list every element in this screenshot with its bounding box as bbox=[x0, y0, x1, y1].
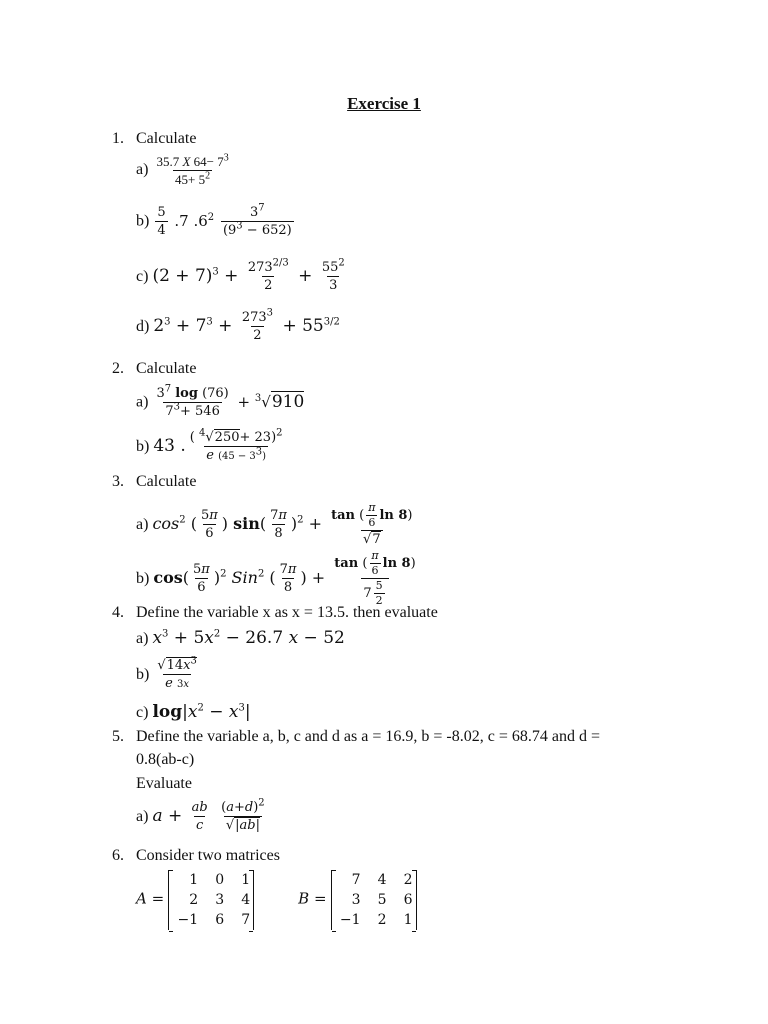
question-5-evaluate: Evaluate bbox=[136, 775, 192, 792]
matrix-cell: −1 bbox=[339, 912, 361, 928]
part-label: b) bbox=[136, 212, 150, 230]
matrix-cell: 1 bbox=[241, 872, 251, 888]
matrix-cell: 3 bbox=[351, 892, 361, 908]
question-text: Calculate bbox=[136, 473, 197, 490]
formula: $\cos^2$ ( $\frac{5\pi}{6}$ ) sin( $\frac{7\pi}{8}$ )$^2$ + tan ( $\frac{\pi}{6}$ ln 8) √7 bbox=[152, 501, 413, 547]
part-label: b) bbox=[136, 438, 150, 455]
formula: $2^3 + 7^3$ + $\frac{273^3}{2}$ + $55^{3/2}$ bbox=[153, 307, 340, 343]
matrix-b-label: B = bbox=[298, 889, 327, 908]
question-number: 2. bbox=[112, 360, 124, 377]
matrix-a bbox=[168, 870, 254, 930]
q4-part-b bbox=[136, 655, 201, 692]
formula: $\frac{√14x^3}{e 3x}$ bbox=[157, 655, 197, 691]
matrix-cell: 5 bbox=[377, 892, 387, 908]
formula: $\frac{3^7 \log (76)}{7^3+ 546}$ + $^3$√910 bbox=[156, 383, 305, 419]
part-label: a) bbox=[136, 161, 149, 179]
matrix-cell: 7 bbox=[351, 872, 361, 888]
part-label: c) bbox=[136, 268, 149, 285]
matrix-cell: 6 bbox=[403, 892, 413, 908]
q1-part-a bbox=[136, 154, 233, 187]
q1-part-d bbox=[136, 307, 340, 343]
matrix-cell: 3 bbox=[215, 892, 225, 908]
matrix-b bbox=[331, 870, 417, 930]
q1-part-b bbox=[136, 202, 296, 238]
part-label: a) bbox=[136, 393, 149, 411]
part-label: b) bbox=[136, 570, 150, 587]
part-label: c) bbox=[136, 704, 149, 721]
page-title: Exercise 1 bbox=[347, 94, 421, 113]
formula: $\frac{5}{4}$ .7 $.6^2$ $\frac{3^7}{(9^3 - 652)}$ bbox=[157, 202, 292, 238]
question-text: Define the variable a, b, c and d as a = 16.9, b = -8.02, c = 68.74 and d = bbox=[136, 728, 600, 745]
q1-part-c bbox=[136, 257, 349, 293]
formula: $(2 + 7)^3$ + $\frac{273^{2/3}}{2}$ + $\frac{55^2}{3}$ bbox=[152, 257, 345, 293]
q4-part-a bbox=[136, 628, 345, 648]
formula: a + $\frac{ab}{c}$ $\frac{(a+d)^2}{√|ab|}$ bbox=[152, 797, 265, 833]
matrix-cell: 2 bbox=[377, 912, 387, 928]
question-number: 6. bbox=[112, 847, 124, 864]
part-label: a) bbox=[136, 808, 149, 825]
question-number: 5. bbox=[112, 728, 124, 745]
q4-part-c bbox=[136, 702, 251, 722]
matrix-cell: −1 bbox=[177, 912, 199, 928]
part-label: b) bbox=[136, 666, 150, 683]
matrix-cell: 0 bbox=[215, 872, 225, 888]
question-number: 3. bbox=[112, 473, 124, 490]
question-text: Calculate bbox=[136, 130, 197, 147]
formula: $\frac{35.7 X 64- 7^3}{45+ 5^2}$ bbox=[156, 152, 229, 187]
matrix-cell: 7 bbox=[241, 912, 251, 928]
question-text: Calculate bbox=[136, 360, 197, 377]
formula: cos( $\frac{5\pi}{6}$ )$^2$ Sin$^2$ ( $\frac{7\pi}{8}$ ) + tan ( $\frac{\pi}{6}$ ln 8) 7 $\frac{5}{2}$ bbox=[153, 549, 416, 607]
q2-part-a bbox=[136, 383, 305, 419]
question-text: Define the variable x as x = 13.5. then evaluate bbox=[136, 604, 438, 621]
part-label: a) bbox=[136, 516, 149, 533]
matrix-cell: 6 bbox=[215, 912, 225, 928]
matrix-a-label: A = bbox=[136, 889, 165, 908]
matrix-cell: 4 bbox=[377, 872, 387, 888]
formula: 43 . $\frac{( ^4√250+ 23)^2}{e (45 - 33)}$ bbox=[153, 427, 283, 463]
formula: $\log|x^2 - x^3|$ bbox=[152, 702, 251, 722]
matrix-cell: 4 bbox=[241, 892, 251, 908]
formula: $x^3 + 5x^2 - 26.7$ x − 52 bbox=[152, 628, 345, 648]
matrix-cell: 2 bbox=[403, 872, 413, 888]
matrices bbox=[136, 870, 417, 930]
part-label: d) bbox=[136, 318, 150, 335]
matrix-cell: 1 bbox=[189, 872, 199, 888]
question-text: Consider two matrices bbox=[136, 847, 280, 864]
matrix-cell: 1 bbox=[403, 912, 413, 928]
q3-part-b bbox=[136, 550, 420, 607]
q2-part-b bbox=[136, 427, 287, 464]
question-5-continuation: 0.8(ab-c) bbox=[136, 751, 195, 768]
q5-part-a bbox=[136, 797, 269, 833]
matrix-cell: 2 bbox=[189, 892, 199, 908]
part-label: a) bbox=[136, 630, 149, 647]
question-number: 4. bbox=[112, 604, 124, 621]
question-number: 1. bbox=[112, 130, 124, 147]
q3-part-a bbox=[136, 502, 417, 547]
